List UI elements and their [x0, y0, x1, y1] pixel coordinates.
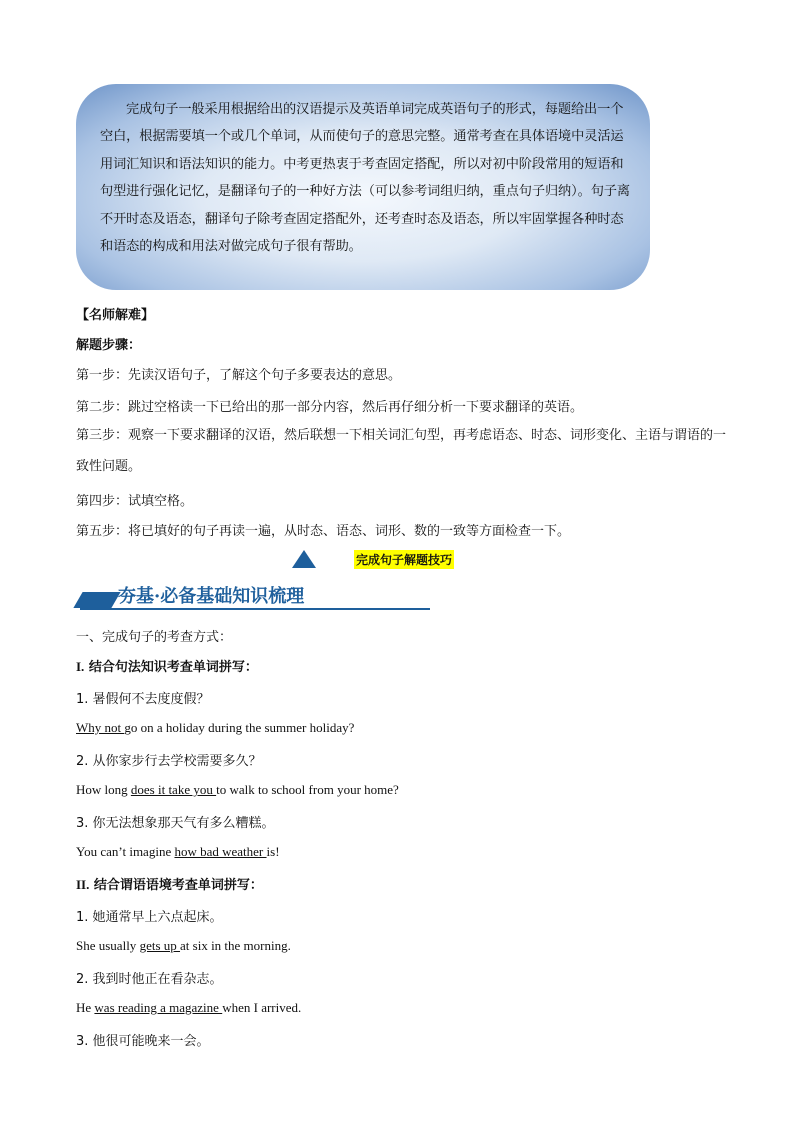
part1-q2-cn: 2. 从你家步行去学校需要多久？ — [76, 754, 262, 769]
sentence-tail: is! — [266, 844, 280, 859]
answer: was reading a magazine — [94, 1000, 223, 1015]
banner-rule — [80, 608, 430, 610]
answer: how bad weather — [174, 844, 267, 859]
sentence-tail: go on a holiday during the summer holiday? — [124, 720, 355, 735]
section-banner — [76, 580, 430, 612]
part1-roman: I. — [76, 659, 85, 674]
banner-title: 夯基·必备基础知识梳理 — [118, 586, 305, 607]
part2-q3-cn: 3. 他很可能晚来一会。 — [76, 1034, 210, 1049]
steps-title: 解题步骤： — [76, 338, 142, 353]
sentence-head: She usually — [76, 938, 140, 953]
part1-title: 结合句法知识考查单词拼写： — [88, 660, 258, 675]
part1-q3-en — [76, 844, 280, 860]
answer: Why not — [76, 720, 125, 735]
part2-q1-cn: 1. 她通常早上六点起床。 — [76, 910, 223, 925]
answer: does it take you — [130, 782, 217, 797]
sentence-tail: at six in the morning. — [180, 938, 291, 953]
part2-roman: II. — [76, 877, 90, 892]
part1-q3-cn: 3. 你无法想象那天气有多么糟糕。 — [76, 816, 275, 831]
step-1: 第一步：先读汉语句子，了解这个句子多要表达的意思。 — [76, 368, 402, 383]
tips-label: 完成句子解题技巧 — [354, 550, 454, 569]
sentence-tail: to walk to school from your home? — [216, 782, 399, 797]
part1-q2-en — [76, 782, 399, 798]
step-5: 第五步：将已填好的句子再读一遍，从时态、语态、词形、数的一致等方面检查一下。 — [76, 524, 571, 539]
answer: gets up — [139, 938, 181, 953]
sentence-head: How long — [76, 782, 131, 797]
sentence-tail: when I arrived. — [222, 1000, 302, 1015]
part2-q2-cn: 2. 我到时他正在看杂志。 — [76, 972, 223, 987]
part2-q1-en — [76, 938, 291, 954]
step-3: 第三步：观察一下要求翻译的汉语，然后联想一下相关词汇句型，再考虑语态、时态、词形变化、主语与谓语的一致性问题。 — [76, 428, 727, 474]
section1-heading: 一、完成句子的考查方式： — [76, 630, 233, 645]
part1-heading — [76, 656, 258, 675]
part2-heading — [76, 874, 263, 893]
step-2: 第二步：跳过空格读一下已给出的那一部分内容，然后再仔细分析一下要求翻译的英语。 — [76, 400, 584, 415]
banner-block-icon — [73, 592, 120, 608]
part1-q1-en — [76, 720, 354, 736]
intro-text: 完成句子一般采用根据给出的汉语提示及英语单词完成英语句子的形式，每题给出一个空白，根据需要填一个或几个单词，从而使句子的意思完整。通常考查在具体语境中灵活运用词汇知识和语法知识的能力。中考更热衷于考查固定搭配，所以对初中阶段常用的短语和句型进行强化记忆，是翻译句子的一种好方法（可以参考词组归纳，重点句子归纳）。句子离不开时态及语态，翻译句子除考查固定搭配外，还考查时态及语态，所以牢固掌握各种时态和语态的构成和用法对做完成句子很有帮助。 — [100, 102, 630, 255]
sentence-head: You can’t imagine — [76, 844, 175, 859]
triangle-icon — [292, 550, 316, 568]
sentence-head: He — [76, 1000, 95, 1015]
part1-q1-cn: 1. 暑假何不去度度假？ — [76, 692, 210, 707]
step-4: 第四步：试填空格。 — [76, 494, 194, 509]
intro-box — [76, 84, 650, 290]
part2-title: 结合谓语语境考查单词拼写： — [93, 878, 263, 893]
teacher-heading: 【名师解难】 — [76, 308, 155, 323]
part2-q2-en — [76, 1000, 301, 1016]
